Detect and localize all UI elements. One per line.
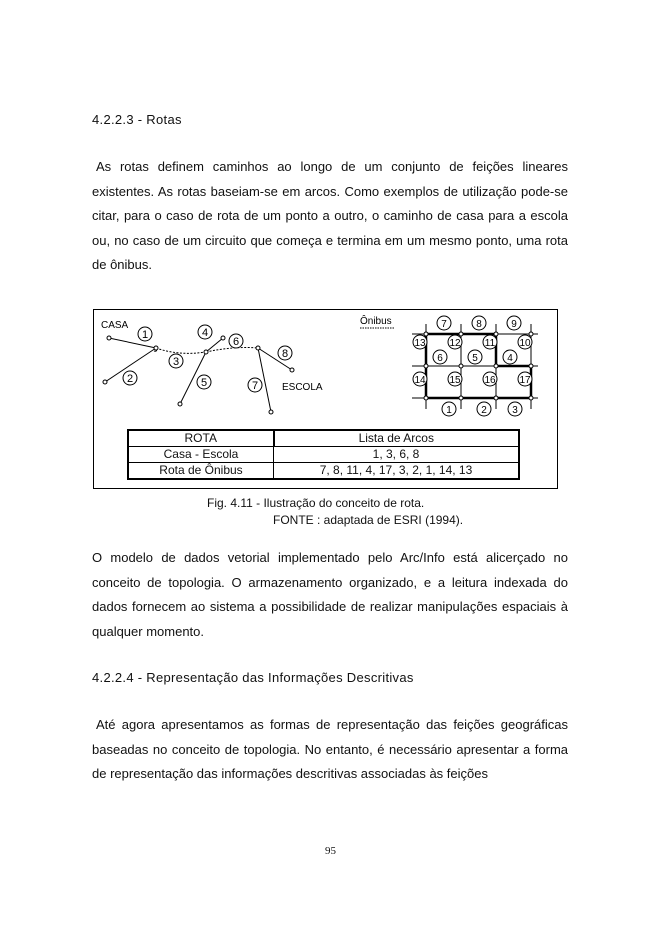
arc-label-8: 8 xyxy=(281,348,289,360)
table-header-row xyxy=(128,430,519,447)
bus-arc-6: 6 xyxy=(437,353,443,364)
table-header-arcos: Lista de Arcos xyxy=(274,430,520,447)
bus-arc-3: 3 xyxy=(512,405,518,416)
node xyxy=(290,368,294,372)
label-escola: ESCOLA xyxy=(282,382,323,393)
arc-label-3: 3 xyxy=(172,356,180,368)
arc-label-2: 2 xyxy=(126,373,134,385)
table-row xyxy=(128,463,519,480)
arc-6-line xyxy=(206,348,258,353)
bus-arc-2: 2 xyxy=(481,405,487,416)
bus-arc-10: 10 xyxy=(519,338,531,349)
arc-label-1: 1 xyxy=(141,329,149,341)
bus-arc-1: 1 xyxy=(446,405,452,416)
figure-source: FONTE : adaptada de ESRI (1994). xyxy=(273,513,464,527)
node xyxy=(269,410,273,414)
node xyxy=(107,336,111,340)
table-cell-rota: Casa - Escola xyxy=(128,447,274,463)
route-table xyxy=(127,429,520,480)
node xyxy=(178,402,182,406)
bus-arc-12: 12 xyxy=(449,338,461,349)
table-row xyxy=(128,447,519,463)
bus-arc-8: 8 xyxy=(476,319,482,330)
bus-arc-17: 17 xyxy=(519,375,531,386)
bus-arc-16: 16 xyxy=(484,375,496,386)
arc-label-4: 4 xyxy=(201,327,209,339)
arc-label-5: 5 xyxy=(200,377,208,389)
bus-arc-13: 13 xyxy=(414,338,426,349)
arc-label-7: 7 xyxy=(251,380,259,392)
node xyxy=(221,336,225,340)
bus-arc-15: 15 xyxy=(449,375,461,386)
bus-arc-11: 11 xyxy=(484,338,496,349)
node xyxy=(154,346,158,350)
bus-arc-7: 7 xyxy=(441,319,447,330)
node xyxy=(256,346,260,350)
figure-caption: Fig. 4.11 - Ilustração do conceito de rota. xyxy=(207,496,425,510)
table-header-rota: ROTA xyxy=(128,430,274,447)
figure-route-concept xyxy=(93,309,558,489)
table-cell-arcos: 7, 8, 11, 4, 17, 3, 2, 1, 14, 13 xyxy=(274,463,520,480)
label-onibus: Ônibus xyxy=(360,316,392,327)
bus-arc-14: 14 xyxy=(414,375,426,386)
arc-label-6: 6 xyxy=(232,336,240,348)
page-number: 95 xyxy=(325,845,336,857)
section-heading-rotas: 4.2.2.3 - Rotas xyxy=(92,112,182,127)
paragraph-rotas: As rotas definem caminhos ao longo de um conjunto de feições lineares existentes. As rotas baseiam-se em arcos. Como exemplos de utilização pode-se citar, para o caso de rota de um ponto a outro, o caminho de casa para a escola ou, no caso de um circuito que começa e termina em um mesmo ponto, uma rota de ônibus. xyxy=(92,159,568,272)
arc-3-line xyxy=(156,348,206,353)
section-heading-descritivas: 4.2.2.4 - Representação das Informações Descritivas xyxy=(92,670,414,685)
bus-arc-4: 4 xyxy=(507,353,513,364)
paragraph-descritivas: Até agora apresentamos as formas de representação das feições geográficas baseadas no conceito de topologia. No entanto, é necessário apresentar a forma de representação das informações descritivas associadas às feições xyxy=(92,717,568,781)
table-cell-rota: Rota de Ônibus xyxy=(128,463,274,480)
node xyxy=(103,380,107,384)
paragraph-model: O modelo de dados vetorial implementado pelo Arc/Info está alicerçado no conceito de topologia. O armazenamento organizado, e a leitura indexada do dados fornecem ao sistema a possibilidade de realizar manipulações espaciais à qualquer momento. xyxy=(92,550,568,639)
table-cell-arcos: 1, 3, 6, 8 xyxy=(274,447,520,463)
bus-arc-5: 5 xyxy=(472,353,478,364)
node xyxy=(204,350,208,354)
label-casa: CASA xyxy=(101,320,129,331)
bus-arc-9: 9 xyxy=(511,319,517,330)
